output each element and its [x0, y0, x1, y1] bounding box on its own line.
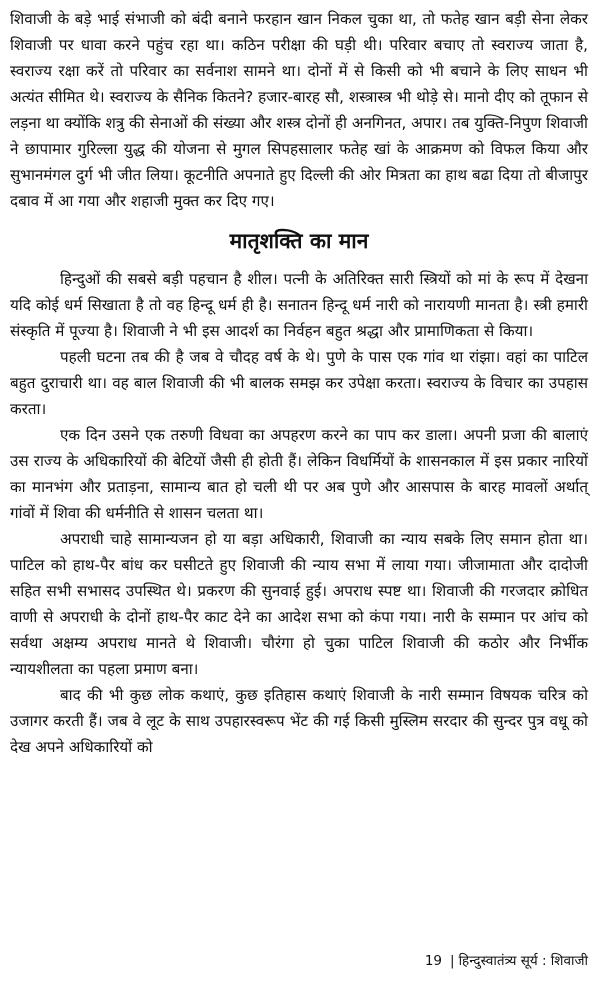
paragraph-5: बाद की भी कुछ लोक कथाएं, कुछ इतिहास कथाएं शिवाजी के नारी सम्मान विषयक चरित्र को उजागर करती हैं। जब वे लूट के साथ उपहारस्वरूप भेंट की गई किसी मुस्लिम सरदार की सुन्दर पुत्र वधू को देख अपने अधिकारियों को	[10, 686, 588, 756]
paragraph-1: हिन्दुओं की सबसे बड़ी पहचान है शील। पत्नी के अतिरिक्त सारी स्त्रियों को मां के रूप में देखना यदि कोई धर्म सिखाता है तो वह हिन्दू धर्म ही है। सनातन हिन्दू धर्म नारी को नारायणी मानता है। स्त्री हमारी संस्कृति में पूज्या है। शिवाजी ने भी इस आदर्श का निर्वहन बहुत श्रद्धा और प्रामाणिकता से किया।	[10, 270, 588, 340]
book-title: हिन्दुस्वातंत्र्य सूर्य : शिवाजी	[458, 953, 588, 969]
footer-separator: |	[450, 953, 455, 969]
paragraph-2: पहली घटना तब की है जब वे चौदह वर्ष के थे। पुणे के पास एक गांव था रांझा। वहां का पाटिल बहुत दुराचारी था। वह बाल शिवाजी की भी बालक समझ कर उपेक्षा करता। स्वराज्य के विचार का उपहास करता।	[10, 348, 588, 418]
paragraph-3: एक दिन उसने एक तरुणी विधवा का अपहरण करने का पाप कर डाला। अपनी प्रजा की बालाएं उस राज्य के अधिकारियों की बेटियों जैसी ही होती हैं। लेकिन विधर्मियों के शासनकाल में इस प्रकार नारियों का मानभंग और प्रताड़ना, सामान्य बात हो चली थी पर अब पुणे और आसपास के बारह मावलों अर्थात् गांवों में शिवा की धर्मनीति से शासन चलता था।	[10, 426, 588, 522]
section-heading: मातृशक्ति का मान	[229, 229, 369, 253]
page-footer	[425, 951, 588, 971]
paragraph-4: अपराधी चाहे सामान्यजन हो या बड़ा अधिकारी, शिवाजी का न्याय सबके लिए समान होता था। पाटिल को हाथ-पैर बांध कर घसीटते हुए शिवाजी की न्याय सभा में लाया गया। जीजामाता और दादोजी सहित सभी सभासद उपस्थित थे। प्रकरण की सुनवाई हुई। अपराध स्पष्ट था। शिवाजी की गरजदार क्रोधित वाणी से अपराधी के दोनों हाथ-पैर काट देने का आदेश सभा को कंपा गया। नारी के सम्मान पर आंच को सर्वथा अक्षम्य अपराध मानते थे शिवाजी। चौरंगा हो चुका पाटिल शिवाजी की कठोर और निर्भीक न्यायशीलता का पहला प्रमाण बना।	[10, 530, 588, 678]
opening-paragraph: शिवाजी के बड़े भाई संभाजी को बंदी बनाने फरहान खान निकल चुका था, तो फतेह खान बड़ी सेना लेकर शिवाजी पर धावा करने पहुंच रहा था। कठिन परीक्षा की घड़ी थी। परिवार बचाए तो स्वराज्य जाता है, स्वराज्य रक्षा करें तो परिवार का सर्वनाश सामने था। दोनों में से किसी को भी बचाने के लिए साधन भी अत्यंत सीमित थे। स्वराज्य के सैनिक कितने? हजार-बारह सौ, शस्त्रास्त्र भी थोड़े से। मानो दीए को तूफान से लड़ना था क्योंकि शत्रु की सेनाओं की संख्या और शस्त्र दोनों ही अनगिनत, अपार। तब युक्ति-निपुण शिवाजी ने छापामार गुरिल्ला युद्ध की योजना से मुगल सिपहसालार फतेह खां के आक्रमण को विफल किया और सुभानमंगल दुर्ग भी जीत लिया। कूटनीति अपनाते हुए दिल्ली की ओर मित्रता का हाथ बढा दिया तो बीजापुर दबाव में आ गया और शहाजी मुक्त कर दिए गए।	[10, 10, 588, 210]
document-page	[10, 6, 588, 976]
page-number: 19	[424, 953, 442, 969]
